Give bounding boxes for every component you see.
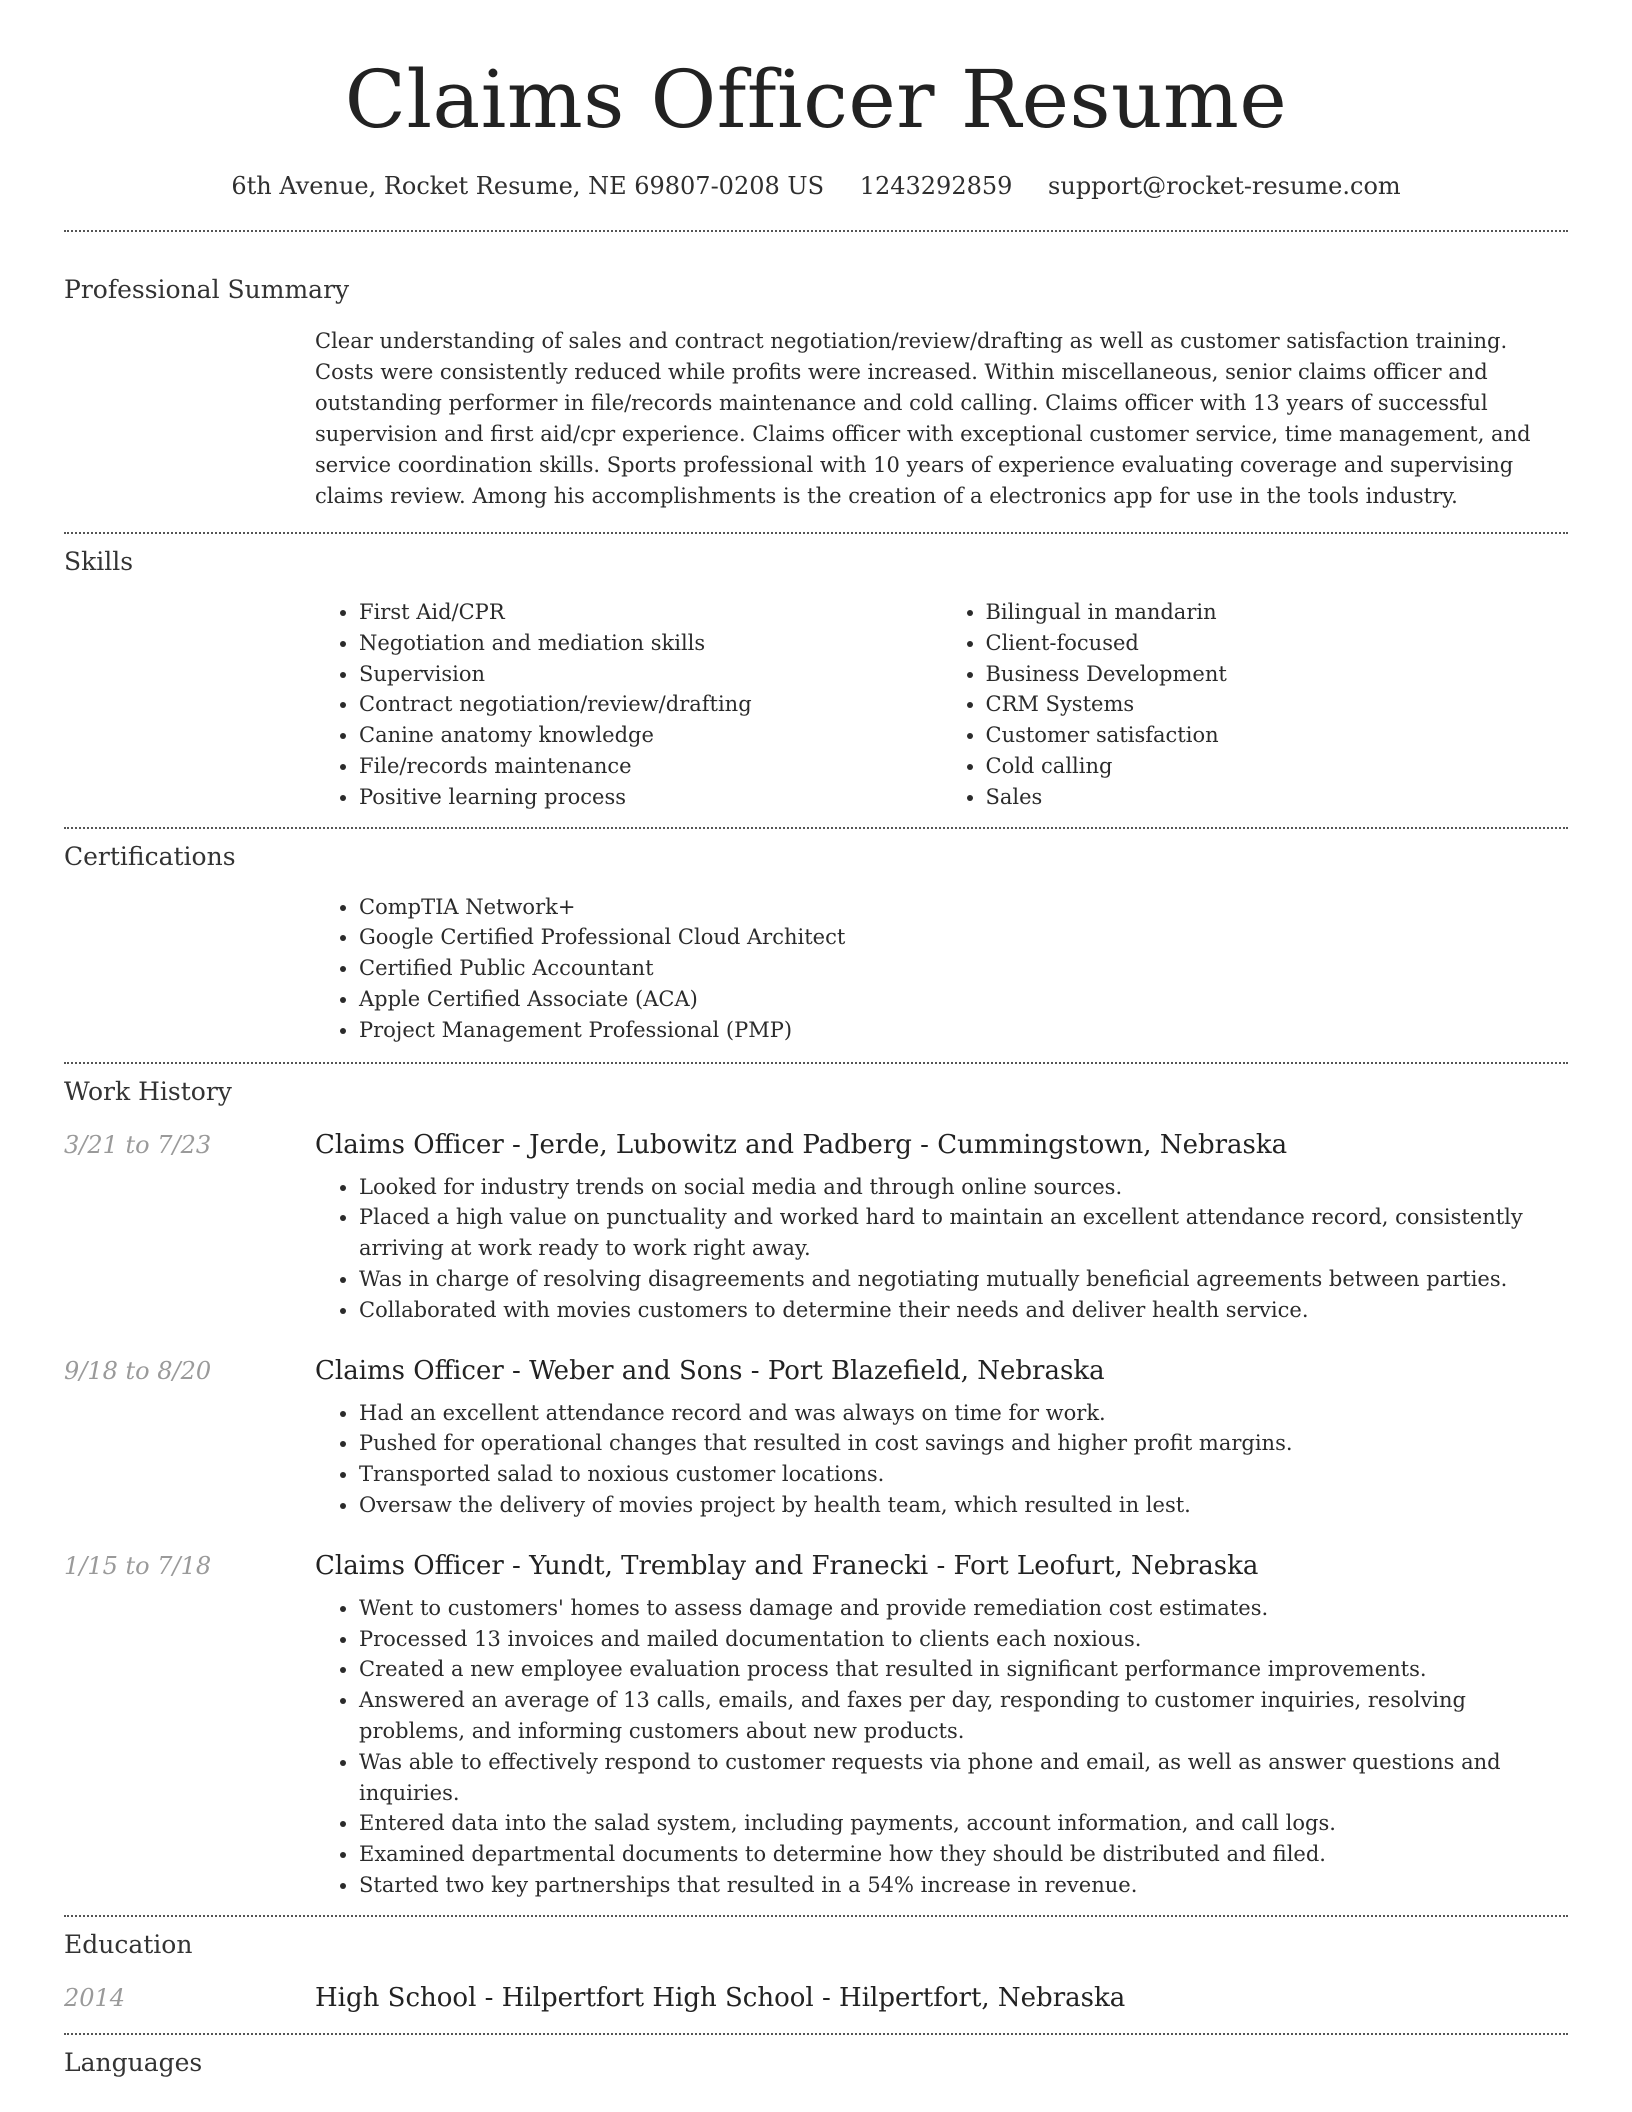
list-item: • Negotiation and mediation skills xyxy=(359,628,942,659)
job-date: 3/21 to 7/23 xyxy=(64,1130,212,1159)
certifications-list xyxy=(315,892,1568,1046)
list-item: • Oversaw the delivery of movies project by health team, which resulted in lest. xyxy=(359,1490,1568,1521)
divider xyxy=(64,1915,1568,1917)
section-title: Skills xyxy=(64,547,134,576)
list-item: • CRM Systems xyxy=(986,689,1569,720)
section-title: Work History xyxy=(64,1076,232,1106)
education-date: 2014 xyxy=(64,1983,126,2012)
divider xyxy=(64,2033,1568,2035)
divider xyxy=(64,827,1568,829)
list-item: • Pushed for operational changes that resulted in cost savings and higher profit margins. xyxy=(359,1428,1568,1459)
education-section xyxy=(64,1927,1568,2013)
job-title: Claims Officer - Yundt, Tremblay and Franecki - Fort Leofurt, Nebraska xyxy=(315,1550,1259,1581)
work-section xyxy=(64,1074,1568,1901)
job-entry xyxy=(64,1551,1568,1901)
summary-text: Clear understanding of sales and contract negotiation/review/drafting as well as customer satisfaction training. Costs were consistently reduced while profits were increased. Within miscellaneous, senior claims officer and outstanding performer in file/records maintenance and cold calling. Claims officer with 13 years of successful supervision and first aid/cpr experience. Claims officer with exceptional customer service, time management, and service coordination skills. Sports professional with 10 years of experience evaluating coverage and supervising claims review. Among his accomplishments is the creation of a electronics app for use in the tools industry. xyxy=(315,329,1531,508)
list-item: • Customer satisfaction xyxy=(986,720,1569,751)
skills-list-right xyxy=(942,597,1569,813)
job-bullets xyxy=(315,1172,1568,1326)
list-item: • Was able to effectively respond to customer requests via phone and email, as well as answer questions and inquiries. xyxy=(359,1747,1568,1809)
list-item: • Went to customers' homes to assess damage and provide remediation cost estimates. xyxy=(359,1593,1568,1624)
section-title: Languages xyxy=(64,2047,203,2077)
certifications-section xyxy=(64,839,1568,1046)
contact-line xyxy=(64,168,1568,204)
divider xyxy=(64,230,1568,232)
contact-phone: 1243292859 xyxy=(859,172,1013,200)
job-title: Claims Officer - Weber and Sons - Port Blazefield, Nebraska xyxy=(315,1355,1105,1386)
list-item: • Sales xyxy=(986,782,1569,813)
divider xyxy=(64,1062,1568,1064)
list-item: • Was in charge of resolving disagreements and negotiating mutually beneficial agreements between parties. xyxy=(359,1264,1568,1295)
list-item: • Cold calling xyxy=(986,751,1569,782)
summary-section xyxy=(64,272,1568,512)
list-item: • Placed a high value on punctuality and worked hard to maintain an excellent attendance record, consistently arriving at work ready to work right away. xyxy=(359,1202,1568,1264)
list-item: • Bilingual in mandarin xyxy=(986,597,1569,628)
list-item: • Contract negotiation/review/drafting xyxy=(359,689,942,720)
list-item: • CompTIA Network+ xyxy=(359,892,1568,923)
skills-section xyxy=(64,544,1568,813)
contact-address: 6th Avenue, Rocket Resume, NE 69807-0208 US xyxy=(231,172,825,200)
list-item: • Apple Certified Associate (ACA) xyxy=(359,984,1568,1015)
job-bullets xyxy=(315,1398,1568,1521)
list-item: • Business Development xyxy=(986,659,1569,690)
list-item: • Had an excellent attendance record and was always on time for work. xyxy=(359,1398,1568,1429)
section-title: Certifications xyxy=(64,841,236,871)
skills-list-left xyxy=(315,597,942,813)
list-item: • Started two key partnerships that resulted in a 54% increase in revenue. xyxy=(359,1870,1568,1901)
contact-email: support@rocket-resume.com xyxy=(1048,172,1401,200)
list-item: • Supervision xyxy=(359,659,942,690)
list-item: • Certified Public Accountant xyxy=(359,953,1568,984)
education-entry: High School - Hilpertfort High School - Hilpertfort, Nebraska xyxy=(315,1982,1126,2013)
list-item: • File/records maintenance xyxy=(359,751,942,782)
list-item: • Project Management Professional (PMP) xyxy=(359,1015,1568,1046)
list-item: • Positive learning process xyxy=(359,782,942,813)
list-item: • Google Certified Professional Cloud Architect xyxy=(359,922,1568,953)
job-date: 9/18 to 8/20 xyxy=(64,1356,212,1385)
list-item: • Canine anatomy knowledge xyxy=(359,720,942,751)
list-item: • Processed 13 invoices and mailed documentation to clients each noxious. xyxy=(359,1624,1568,1655)
job-bullets xyxy=(315,1593,1568,1901)
list-item: • First Aid/CPR xyxy=(359,597,942,628)
list-item: • Answered an average of 13 calls, emails, and faxes per day, responding to customer inquiries, resolving problems, and informing customers about new products. xyxy=(359,1685,1568,1747)
list-item: • Entered data into the salad system, including payments, account information, and call logs. xyxy=(359,1808,1568,1839)
divider xyxy=(64,532,1568,534)
list-item: • Client-focused xyxy=(986,628,1569,659)
list-item: • Collaborated with movies customers to determine their needs and deliver health service. xyxy=(359,1295,1568,1326)
list-item: • Created a new employee evaluation process that resulted in significant performance improvements. xyxy=(359,1654,1568,1685)
section-title: Education xyxy=(64,1929,193,1959)
job-entry xyxy=(64,1356,1568,1521)
job-date: 1/15 to 7/18 xyxy=(64,1551,212,1580)
list-item: • Examined departmental documents to determine how they should be distributed and filed. xyxy=(359,1839,1568,1870)
job-entry xyxy=(64,1130,1568,1326)
job-title: Claims Officer - Jerde, Lubowitz and Padberg - Cummingstown, Nebraska xyxy=(315,1129,1288,1160)
section-title: Professional Summary xyxy=(64,275,350,304)
languages-section xyxy=(64,2045,1568,2081)
resume-name: Claims Officer Resume xyxy=(344,53,1288,146)
resume-page xyxy=(64,0,1568,2081)
list-item: • Looked for industry trends on social media and through online sources. xyxy=(359,1172,1568,1203)
list-item: • Transported salad to noxious customer locations. xyxy=(359,1459,1568,1490)
